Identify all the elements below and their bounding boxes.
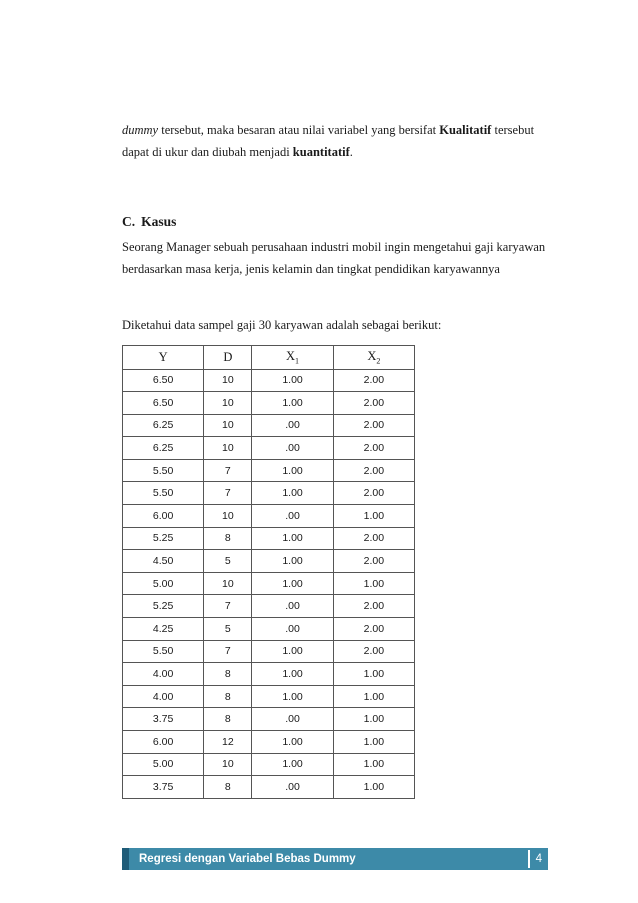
cell-d: 12 (204, 731, 252, 754)
cell-x1: 1.00 (252, 685, 333, 708)
table-row (123, 437, 415, 460)
cell-x2: 2.00 (333, 640, 414, 663)
cell-d: 10 (204, 572, 252, 595)
cell-x2: 1.00 (333, 753, 414, 776)
table-row (123, 731, 415, 754)
dummy-term: dummy (122, 123, 159, 137)
cell-x2: 1.00 (333, 572, 414, 595)
cell-y: 5.00 (123, 572, 204, 595)
cell-x2: 2.00 (333, 369, 414, 392)
cell-d: 10 (204, 369, 252, 392)
table-header-row (123, 346, 415, 370)
cell-y: 4.00 (123, 663, 204, 686)
cell-d: 10 (204, 505, 252, 528)
table-row (123, 753, 415, 776)
cell-x2: 1.00 (333, 708, 414, 731)
intro-text-3: . (349, 145, 353, 159)
cell-x1: .00 (252, 618, 333, 641)
table-row (123, 663, 415, 686)
cell-x1: 1.00 (252, 527, 333, 550)
cell-x1: 1.00 (252, 550, 333, 573)
cell-y: 6.25 (123, 414, 204, 437)
cell-d: 8 (204, 527, 252, 550)
section-title: Kasus (141, 214, 177, 229)
cell-x2: 2.00 (333, 482, 414, 505)
table-row (123, 527, 415, 550)
page-footer (122, 848, 548, 870)
cell-y: 4.00 (123, 685, 204, 708)
cell-d: 10 (204, 414, 252, 437)
cell-x1: .00 (252, 595, 333, 618)
cell-x2: 2.00 (333, 595, 414, 618)
cell-y: 4.25 (123, 618, 204, 641)
cell-x1: .00 (252, 708, 333, 731)
cell-x2: 2.00 (333, 414, 414, 437)
table-row (123, 640, 415, 663)
cell-d: 10 (204, 437, 252, 460)
table-row (123, 618, 415, 641)
cell-d: 7 (204, 482, 252, 505)
cell-x1: 1.00 (252, 392, 333, 415)
cell-x2: 1.00 (333, 776, 414, 799)
cell-d: 8 (204, 708, 252, 731)
cell-x1: 1.00 (252, 459, 333, 482)
table-row (123, 459, 415, 482)
cell-x2: 2.00 (333, 459, 414, 482)
cell-x1: .00 (252, 776, 333, 799)
header-y: Y (123, 346, 204, 370)
cell-d: 7 (204, 640, 252, 663)
table-row (123, 369, 415, 392)
footer-title: Regresi dengan Variabel Bebas Dummy (139, 853, 356, 865)
cell-d: 10 (204, 753, 252, 776)
cell-y: 6.25 (123, 437, 204, 460)
cell-y: 6.50 (123, 392, 204, 415)
cell-y: 5.25 (123, 527, 204, 550)
cell-y: 5.00 (123, 753, 204, 776)
cell-y: 6.00 (123, 731, 204, 754)
section-number: C. (122, 214, 136, 229)
table-row (123, 708, 415, 731)
cell-x1: 1.00 (252, 640, 333, 663)
cell-d: 5 (204, 550, 252, 573)
cell-y: 5.50 (123, 482, 204, 505)
header-x1: $X_1$ (252, 346, 333, 370)
cell-x2: 2.00 (333, 437, 414, 460)
page-number: 4 (535, 853, 542, 865)
cell-y: 5.25 (123, 595, 204, 618)
table-row (123, 550, 415, 573)
cell-d: 8 (204, 663, 252, 686)
cell-x1: 1.00 (252, 572, 333, 595)
cell-x1: .00 (252, 437, 333, 460)
table-row (123, 414, 415, 437)
cell-x1: .00 (252, 414, 333, 437)
table-row (123, 482, 415, 505)
header-d: D (204, 346, 252, 370)
cell-y: 5.50 (123, 640, 204, 663)
cell-x1: 1.00 (252, 753, 333, 776)
kualitatif-term: Kualitatif (439, 123, 492, 137)
table-row (123, 572, 415, 595)
cell-x2: 1.00 (333, 663, 414, 686)
case-paragraph: Seorang Manager sebuah perusahaan industri mobil ingin mengetahui gaji karyawan berdasarkan masa kerja, jenis kelamin dan tingkat pendidikan karyawannya (122, 240, 546, 276)
cell-y: 3.75 (123, 708, 204, 731)
cell-x2: 2.00 (333, 392, 414, 415)
cell-x1: .00 (252, 505, 333, 528)
table-row (123, 392, 415, 415)
cell-x1: 1.00 (252, 663, 333, 686)
table-row (123, 595, 415, 618)
data-intro-paragraph: Diketahui data sampel gaji 30 karyawan adalah sebagai berikut: (122, 318, 442, 332)
cell-x2: 2.00 (333, 527, 414, 550)
cell-y: 6.00 (123, 505, 204, 528)
cell-d: 8 (204, 776, 252, 799)
cell-y: 4.50 (123, 550, 204, 573)
table-row (123, 685, 415, 708)
cell-x1: 1.00 (252, 482, 333, 505)
footer-divider (528, 850, 530, 868)
intro-text-1: tersebut, maka besaran atau nilai variabel yang bersifat (158, 123, 440, 137)
intro-paragraph (122, 119, 562, 163)
cell-x2: 1.00 (333, 505, 414, 528)
cell-d: 7 (204, 595, 252, 618)
cell-x1: 1.00 (252, 369, 333, 392)
cell-x2: 2.00 (333, 550, 414, 573)
cell-d: 10 (204, 392, 252, 415)
salary-data-table (122, 345, 415, 799)
cell-x2: 1.00 (333, 731, 414, 754)
cell-y: 3.75 (123, 776, 204, 799)
cell-y: 5.50 (123, 459, 204, 482)
table-row (123, 505, 415, 528)
table-row (123, 776, 415, 799)
table-body (123, 369, 415, 798)
cell-x1: 1.00 (252, 731, 333, 754)
cell-d: 8 (204, 685, 252, 708)
cell-x2: 1.00 (333, 685, 414, 708)
kuantitatif-term: kuantitatif (292, 145, 350, 159)
cell-d: 7 (204, 459, 252, 482)
cell-y: 6.50 (123, 369, 204, 392)
cell-d: 5 (204, 618, 252, 641)
cell-x2: 2.00 (333, 618, 414, 641)
intro-text-2: tersebut dapat di ukur dan diubah menjadi (122, 123, 535, 159)
section-heading (122, 211, 176, 233)
header-x2: $X_2$ (333, 346, 414, 370)
